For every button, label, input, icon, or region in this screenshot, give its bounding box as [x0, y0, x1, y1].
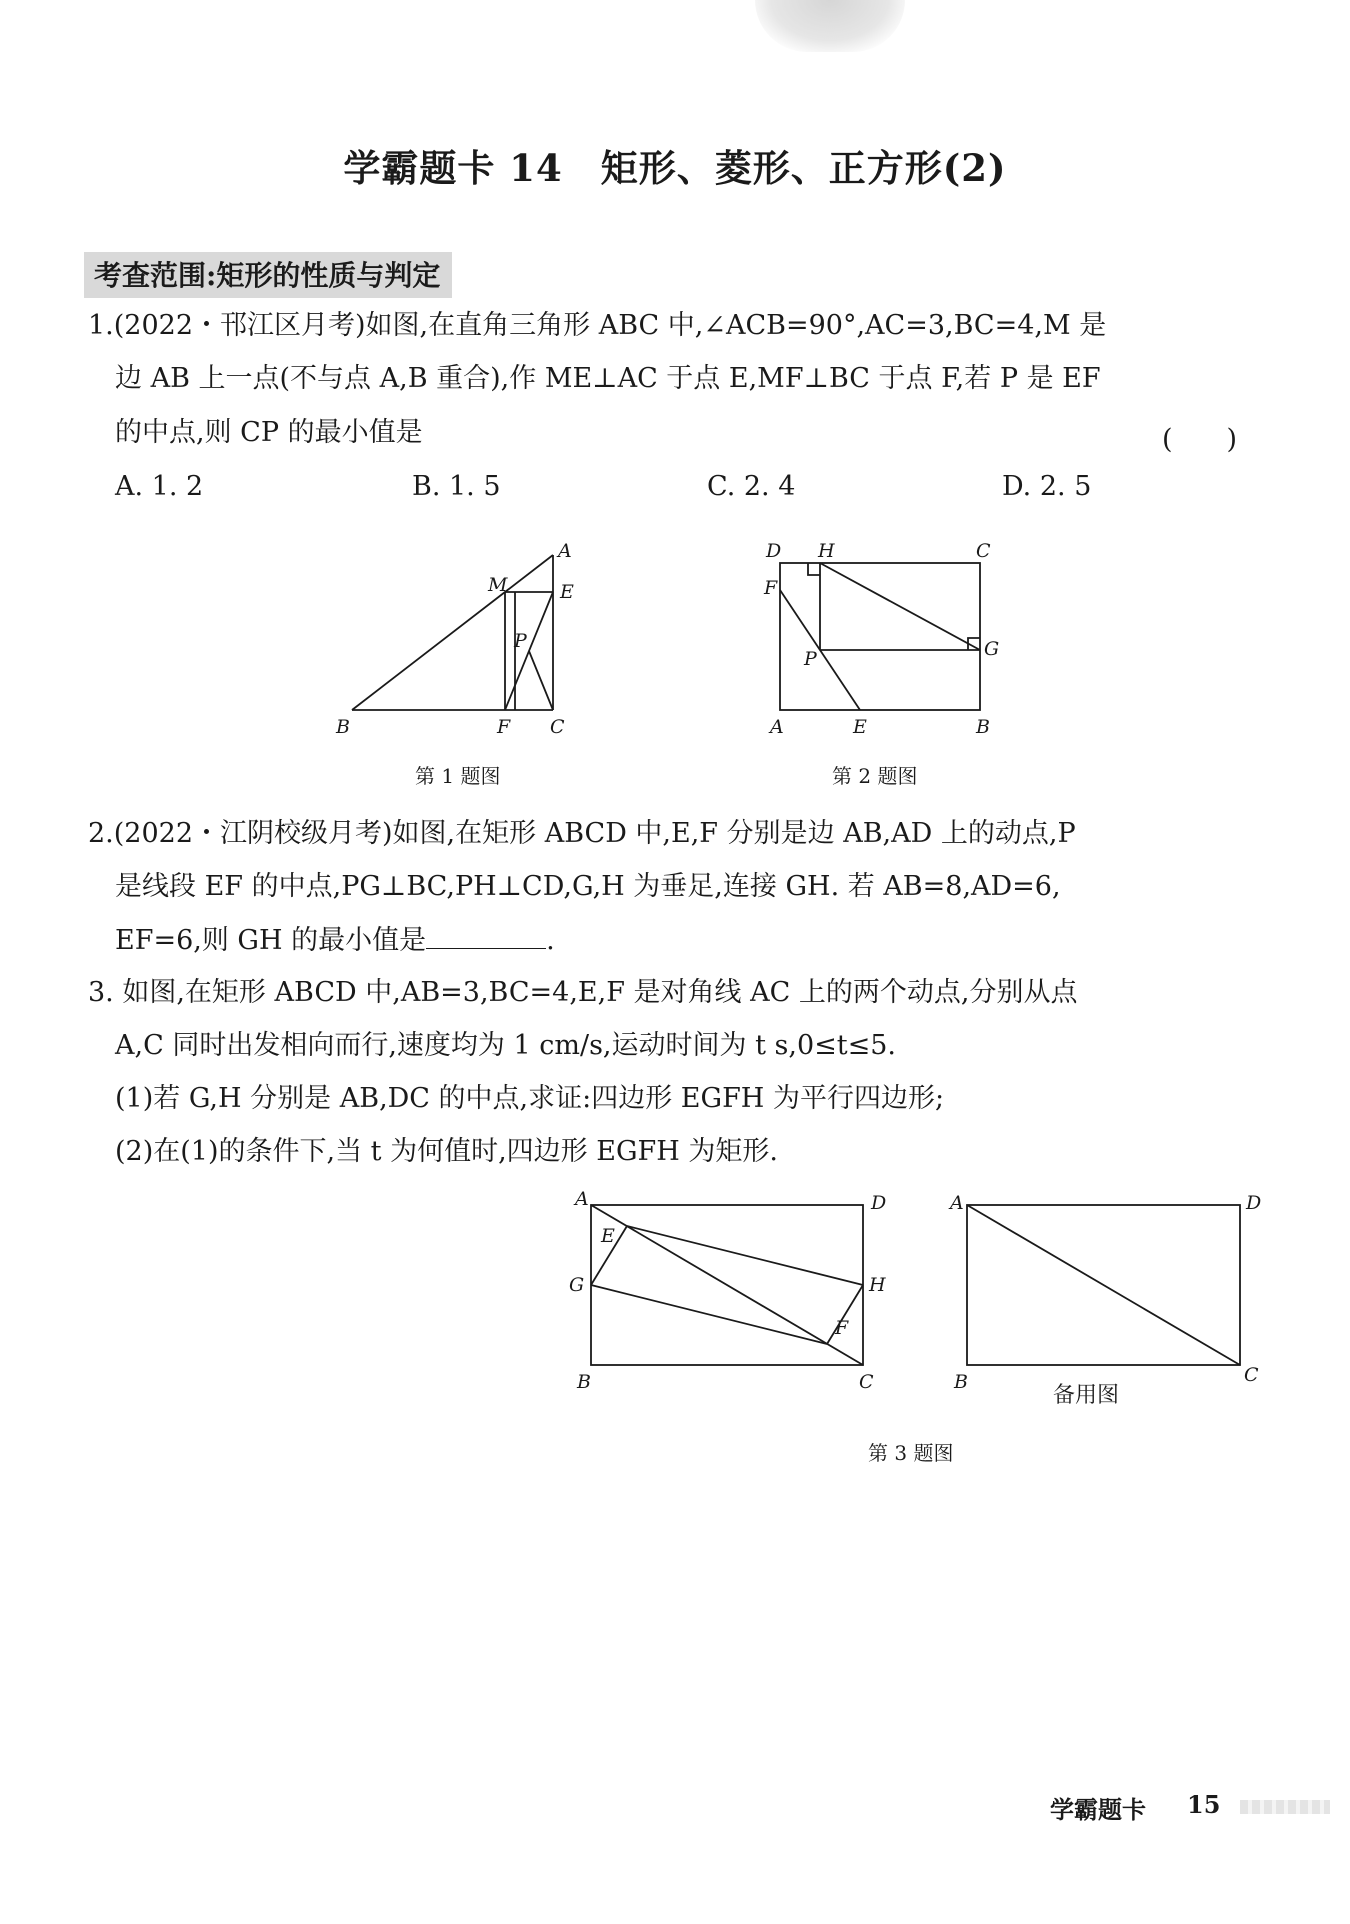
- fig2-label-h: H: [818, 540, 835, 562]
- page-number: 15: [1187, 1790, 1221, 1819]
- footer-decoration: [1240, 1800, 1330, 1814]
- fig1-label-f: F: [497, 716, 511, 738]
- fig3-caption: 第 3 题图: [868, 1441, 954, 1465]
- fig2-label-f: F: [764, 577, 778, 599]
- fig1-label-p: P: [514, 630, 527, 652]
- q1-option-d: D. 2. 5: [1002, 471, 1092, 502]
- fig3-label-c: C: [859, 1371, 874, 1393]
- fig3-label-d: D: [871, 1192, 887, 1214]
- fig3-label-h: H: [869, 1274, 886, 1296]
- spare-figure-caption: 备用图: [1053, 1383, 1120, 1408]
- fig3-label-f: F: [835, 1317, 849, 1339]
- q3-line1: 3. 如图,在矩形 ABCD 中,AB=3,BC=4,E,F 是对角线 AC 上的两个动点,分别从点: [88, 977, 1078, 1008]
- fig1-cp: [529, 651, 553, 710]
- fig3s-diagonal-ac: [967, 1205, 1240, 1365]
- q1-line2: 边 AB 上一点(不与点 A,B 重合),作 ME⊥AC 于点 E,MF⊥BC 于点 F,若 P 是 EF: [115, 363, 1101, 394]
- q1-option-b: B. 1. 5: [412, 471, 501, 502]
- q1-answer-paren: ( ): [1162, 424, 1238, 455]
- fig2-label-p: P: [804, 648, 817, 670]
- fig3-label-g: G: [569, 1274, 585, 1296]
- fig2-gh: [820, 563, 980, 650]
- figure-3: [565, 1185, 905, 1393]
- figure-1: [330, 535, 600, 740]
- fig2-label-a: A: [770, 716, 784, 738]
- figure-2: [758, 535, 1018, 740]
- fig1-label-c: C: [550, 716, 565, 738]
- fig2-label-e: E: [853, 716, 867, 738]
- q3-line4: (2)在(1)的条件下,当 t 为何值时,四边形 EGFH 为矩形.: [115, 1136, 778, 1167]
- q3-line2: A,C 同时出发相向而行,速度均为 1 cm/s,运动时间为 t s,0≤t≤5.: [115, 1030, 896, 1061]
- page-title: 学霸题卡 14 矩形、菱形、正方形(2): [343, 146, 1007, 190]
- q3-line3: (1)若 G,H 分别是 AB,DC 的中点,求证:四边形 EGFH 为平行四边形;: [115, 1083, 945, 1114]
- figure-3-spare: [942, 1185, 1262, 1393]
- fig2-label-b: B: [976, 716, 990, 738]
- q1-option-a: A. 1. 2: [115, 471, 204, 502]
- fig2-label-d: D: [766, 540, 782, 562]
- fig1-label-m: M: [488, 574, 508, 596]
- q2-answer-blank[interactable]: [426, 924, 546, 949]
- fig1-label-b: B: [336, 716, 350, 738]
- fig3-diagonal-ac: [591, 1205, 863, 1365]
- q1-line3: 的中点,则 CP 的最小值是: [115, 417, 423, 448]
- fig1-label-a: A: [558, 540, 572, 562]
- top-decoration: [755, 0, 905, 52]
- fig3s-label-c: C: [1244, 1364, 1259, 1386]
- q2-line3-text: EF=6,则 GH 的最小值是: [115, 925, 427, 956]
- fig3-label-e: E: [601, 1225, 615, 1247]
- fig2-caption: 第 2 题图: [832, 764, 918, 788]
- fig1-label-e: E: [560, 581, 574, 603]
- q2-line2: 是线段 EF 的中点,PG⊥BC,PH⊥CD,G,H 为垂足,连接 GH. 若 AB=8,AD=6,: [115, 871, 1061, 902]
- fig2-right-angle-h: [808, 563, 820, 575]
- q2-line1: 2.(2022・江阴校级月考)如图,在矩形 ABCD 中,E,F 分别是边 AB,AD 上的动点,P: [88, 818, 1076, 849]
- fig3-fg: [591, 1285, 827, 1344]
- q1-line1: 1.(2022・邗江区月考)如图,在直角三角形 ABC 中,∠ACB=90°,AC=3,BC=4,M 是: [88, 310, 1107, 341]
- fig3s-label-a: A: [950, 1192, 964, 1214]
- q1-option-c: C. 2. 4: [707, 471, 796, 502]
- fig3-eh: [627, 1226, 863, 1285]
- fig2-label-c: C: [976, 540, 991, 562]
- scope-banner: 考查范围:矩形的性质与判定: [84, 252, 452, 298]
- fig3-label-a: A: [575, 1188, 589, 1210]
- q2-line3-end: .: [546, 925, 555, 956]
- fig1-caption: 第 1 题图: [415, 764, 501, 788]
- fig3-label-b: B: [577, 1371, 591, 1393]
- footer-label: 学霸题卡: [1050, 1795, 1146, 1824]
- fig2-label-g: G: [984, 638, 1000, 660]
- fig3s-label-b: B: [954, 1371, 968, 1393]
- fig3s-label-d: D: [1246, 1192, 1262, 1214]
- q2-line3: [115, 924, 555, 957]
